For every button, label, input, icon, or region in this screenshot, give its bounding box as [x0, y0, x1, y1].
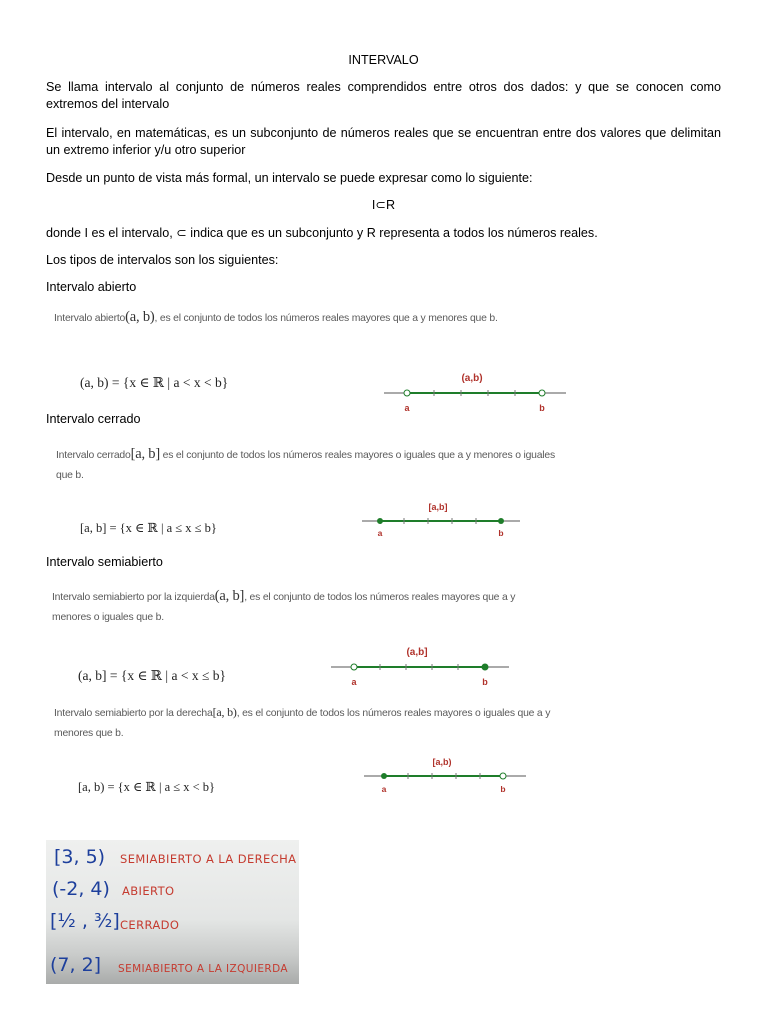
open-interval-label: (a,b)	[461, 373, 483, 384]
endpoint-b: b	[500, 784, 506, 794]
document-title: INTERVALO	[348, 53, 419, 67]
half-open-right-number-line	[364, 754, 529, 798]
endpoint-b: b	[482, 677, 488, 687]
half-open-left-formula: (a, b] = {x ∈ ℝ | a < x ≤ b}	[78, 668, 226, 683]
figure-half-open-left	[46, 582, 721, 702]
closed-interval-label: [a,b]	[428, 502, 448, 512]
figure-half-open-right	[46, 700, 721, 810]
closed-interval-number-line	[362, 500, 522, 544]
paragraph-types: Los tipos de intervalos son los siguientes:	[46, 253, 279, 267]
figure-closed-interval	[46, 440, 721, 550]
board-label: CERRADO	[120, 918, 180, 932]
heading-open-interval: Intervalo abierto	[46, 280, 137, 294]
endpoint-a: a	[381, 784, 387, 794]
half-open-right-description: Intervalo semiabierto por la derecha[a, b), es el conjunto de todos los números reales mayores o iguales que a y menores que b.	[54, 705, 551, 739]
endpoint-a: a	[404, 403, 410, 413]
endpoint-a: a	[351, 677, 357, 687]
open-interval-formula: (a, b) = {x ∈ ℝ | a < x < b}	[80, 375, 229, 390]
closed-interval-formula: [a, b] = {x ∈ ℝ | a ≤ x ≤ b}	[80, 521, 217, 535]
half-open-left-label: (a,b]	[406, 647, 428, 658]
board-example: (-2, 4)	[52, 878, 110, 900]
half-open-right-label: [a,b)	[432, 757, 452, 767]
paragraph-formal: Desde un punto de vista más formal, un intervalo se puede expresar como lo siguiente:	[46, 171, 533, 185]
endpoint-b: b	[539, 403, 545, 413]
board-example: [½ , ³⁄₂]	[50, 910, 120, 932]
endpoint-b: b	[498, 528, 504, 538]
open-interval-number-line	[384, 367, 568, 417]
endpoint-a: a	[377, 528, 383, 538]
open-interval-description: Intervalo abierto(a, b), es el conjunto de todos los números reales mayores que a y menores que b.	[54, 309, 498, 325]
half-open-right-formula: [a, b) = {x ∈ ℝ | a ≤ x < b}	[78, 780, 216, 794]
board-label: SEMIABIERTO A LA IZQUIERDA	[118, 963, 289, 975]
paragraph-definition: Se llama intervalo al conjunto de números reales comprendidos entre otros dos dados: y que se conocen como extremos del intervalo	[46, 80, 721, 111]
board-example: [3, 5)	[54, 846, 106, 868]
half-open-left-number-line	[331, 644, 511, 690]
board-example: (7, 2]	[50, 954, 102, 976]
board-label: ABIERTO	[122, 884, 175, 898]
formula-subset: I⊂R	[371, 198, 396, 212]
heading-closed-interval: Intervalo cerrado	[46, 412, 141, 426]
whiteboard-examples-image	[46, 840, 299, 984]
heading-half-open-interval: Intervalo semiabierto	[46, 555, 163, 569]
figure-open-interval	[46, 305, 721, 415]
paragraph-math-definition: El intervalo, en matemáticas, es un subconjunto de números reales que se encuentran entre dos valores que delimitan un extremo inferior y/u otro superior	[46, 126, 721, 157]
board-label: SEMIABIERTO A LA DERECHA	[120, 852, 297, 866]
paragraph-explanation: donde I es el intervalo, ⊂ indica que es un subconjunto y R representa a todos los números reales.	[46, 226, 598, 240]
half-open-left-description: Intervalo semiabierto por la izquierda(a, b], es el conjunto de todos los números reales mayores que a y menores o iguales que b.	[52, 588, 516, 623]
closed-interval-description: Intervalo cerrado[a, b] es el conjunto de todos los números reales mayores o iguales que a y menores o iguales que b.	[56, 446, 555, 481]
